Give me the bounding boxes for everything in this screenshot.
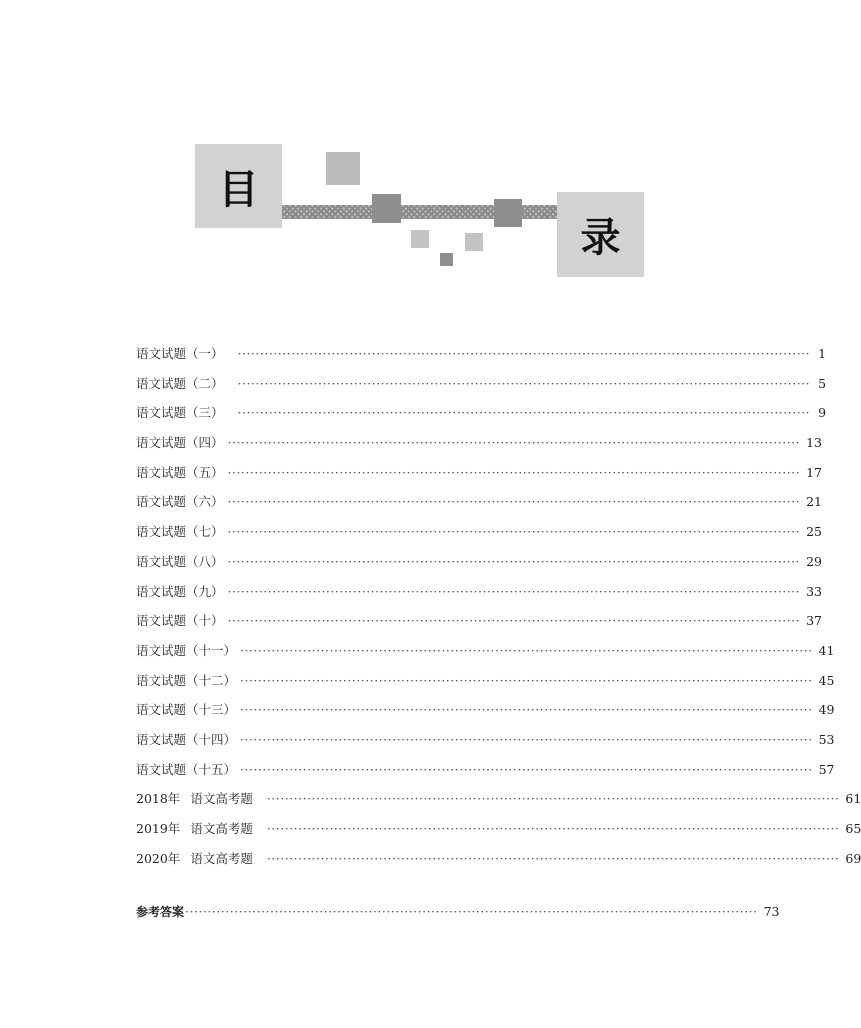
title-box-lu (557, 192, 644, 277)
toc-entry-label: 语文试题（一） (136, 346, 224, 361)
toc-entry-page: 33 (806, 583, 823, 599)
toc-entry[interactable] (136, 666, 835, 696)
toc-entry-label: 语文高考题 (190, 850, 253, 866)
toc-entry-title (136, 577, 224, 607)
dot-leader: ································································································································ (227, 583, 801, 599)
toc-entry-year: 2018年 (136, 791, 181, 807)
toc-entry[interactable] (136, 487, 823, 517)
toc-entry[interactable] (136, 428, 823, 458)
toc-entry-title: 参考答案 (136, 905, 185, 919)
toc-entry[interactable] (136, 458, 823, 488)
toc-entry-page: 25 (806, 524, 823, 540)
toc-entry-label: 语文试题（十四） (136, 731, 237, 747)
toc-entry-page: 41 (818, 642, 835, 658)
decorative-square (411, 230, 429, 248)
toc-entry-title (136, 606, 224, 636)
toc-entry-page: 49 (818, 702, 835, 718)
toc-entry-title (136, 695, 236, 725)
dot-leader: ································································································································ (227, 435, 801, 451)
toc-entry-title (136, 784, 253, 814)
dot-leader: ································································································································ (227, 494, 801, 510)
toc-entry[interactable] (136, 725, 835, 755)
title-box-mu (195, 144, 282, 228)
title-char-mu: 目 (218, 166, 259, 213)
table-of-contents (136, 339, 861, 873)
toc-entry[interactable] (136, 814, 861, 844)
dot-leader: ································································································································ (227, 524, 801, 540)
decorative-square (440, 253, 453, 266)
toc-entry-title (136, 725, 236, 755)
decorative-square (326, 152, 360, 185)
toc-entry-page: 17 (806, 464, 823, 480)
dot-leader: ································································································································ (227, 613, 801, 629)
toc-entry[interactable] (136, 339, 827, 369)
toc-entry-title (136, 517, 224, 547)
dot-leader: ································································································································ (237, 375, 811, 391)
dot-leader: ································································································································ (240, 642, 813, 658)
toc-entry-page: 69 (845, 850, 861, 866)
toc-entry-page: 57 (818, 761, 835, 777)
toc-entry[interactable] (136, 577, 823, 607)
toc-entry-title (136, 666, 236, 696)
toc-entry-title (136, 398, 224, 428)
toc-entry-title (136, 755, 236, 785)
decorative-square (372, 194, 401, 223)
toc-entry-year: 2019年 (136, 821, 181, 836)
toc-entry-title (136, 458, 224, 488)
toc-entry-label: 语文试题（四） (136, 435, 224, 451)
dot-leader: ································································································································ (266, 791, 840, 807)
toc-entry-answers[interactable] (136, 897, 780, 927)
toc-entry[interactable] (136, 844, 861, 874)
toc-entry-title (136, 814, 253, 844)
toc-entry[interactable] (136, 517, 823, 547)
dot-leader: ································································································································ (237, 346, 811, 361)
toc-entry-label: 语文试题（三） (136, 405, 224, 421)
dot-leader: ································································································································ (227, 464, 801, 480)
toc-entry-page: 5 (818, 375, 827, 391)
toc-entry-title (136, 547, 224, 577)
dot-leader: ································································································································ (240, 731, 813, 747)
toc-entry-label: 语文试题（十） (136, 613, 224, 629)
toc-entry-title (136, 487, 224, 517)
toc-entry-page: 73 (763, 904, 780, 919)
dot-leader: ································································································································ (240, 702, 813, 718)
toc-entry[interactable] (136, 784, 861, 814)
toc-entry[interactable] (136, 636, 835, 666)
toc-entry[interactable] (136, 755, 835, 785)
decorative-square (465, 233, 483, 251)
dot-leader: ································································································································ (266, 850, 840, 866)
toc-entry-label: 语文试题（九） (136, 583, 224, 599)
toc-entry-title (136, 369, 224, 399)
toc-entry-page: 65 (845, 821, 861, 836)
toc-entry[interactable] (136, 398, 827, 428)
toc-entry[interactable] (136, 547, 823, 577)
toc-entry-label: 语文试题（二） (136, 375, 224, 391)
toc-entry-label: 语文试题（七） (136, 524, 224, 540)
dot-leader: ································································································································ (240, 672, 813, 688)
toc-entry-title (136, 428, 224, 458)
dot-leader: ································································································································ (227, 553, 801, 569)
title-char-lu: 录 (580, 215, 621, 261)
toc-entry-page: 1 (818, 346, 827, 361)
decorative-square (494, 199, 522, 227)
toc-entry[interactable] (136, 606, 823, 636)
toc-entry-label: 语文试题（十二） (136, 672, 237, 688)
toc-entry-page: 61 (845, 791, 861, 807)
toc-entry-label: 语文试题（十一） (136, 642, 237, 658)
dot-leader: ································································································································ (240, 761, 813, 777)
toc-entry-title (136, 636, 236, 666)
toc-entry-label: 语文高考题 (190, 821, 253, 836)
toc-entry-label: 语文试题（十五） (136, 761, 237, 777)
toc-entry-label: 语文试题（五） (136, 464, 224, 480)
dot-leader: ································································································································ (237, 405, 811, 421)
toc-entry-page: 53 (818, 731, 835, 747)
toc-entry-year: 2020年 (136, 850, 181, 866)
toc-entry-label: 语文试题（八） (136, 553, 224, 569)
toc-entry-title (136, 339, 224, 369)
toc-entry-page: 45 (818, 672, 835, 688)
toc-entry-page: 37 (806, 613, 823, 629)
toc-entry-page: 21 (806, 494, 823, 510)
toc-entry-page: 9 (818, 405, 827, 421)
toc-entry[interactable] (136, 369, 827, 399)
toc-entry-label: 语文试题（六） (136, 494, 224, 510)
toc-entry-title (136, 844, 253, 874)
dot-leader: ································································································································ (266, 821, 840, 836)
toc-entry[interactable] (136, 695, 835, 725)
dot-leader: ································································································································ (185, 904, 758, 919)
toc-entry-label: 语文试题（十三） (136, 702, 237, 718)
toc-entry-page: 29 (806, 553, 823, 569)
toc-entry-label: 语文高考题 (190, 791, 253, 807)
toc-entry-page: 13 (806, 435, 823, 451)
